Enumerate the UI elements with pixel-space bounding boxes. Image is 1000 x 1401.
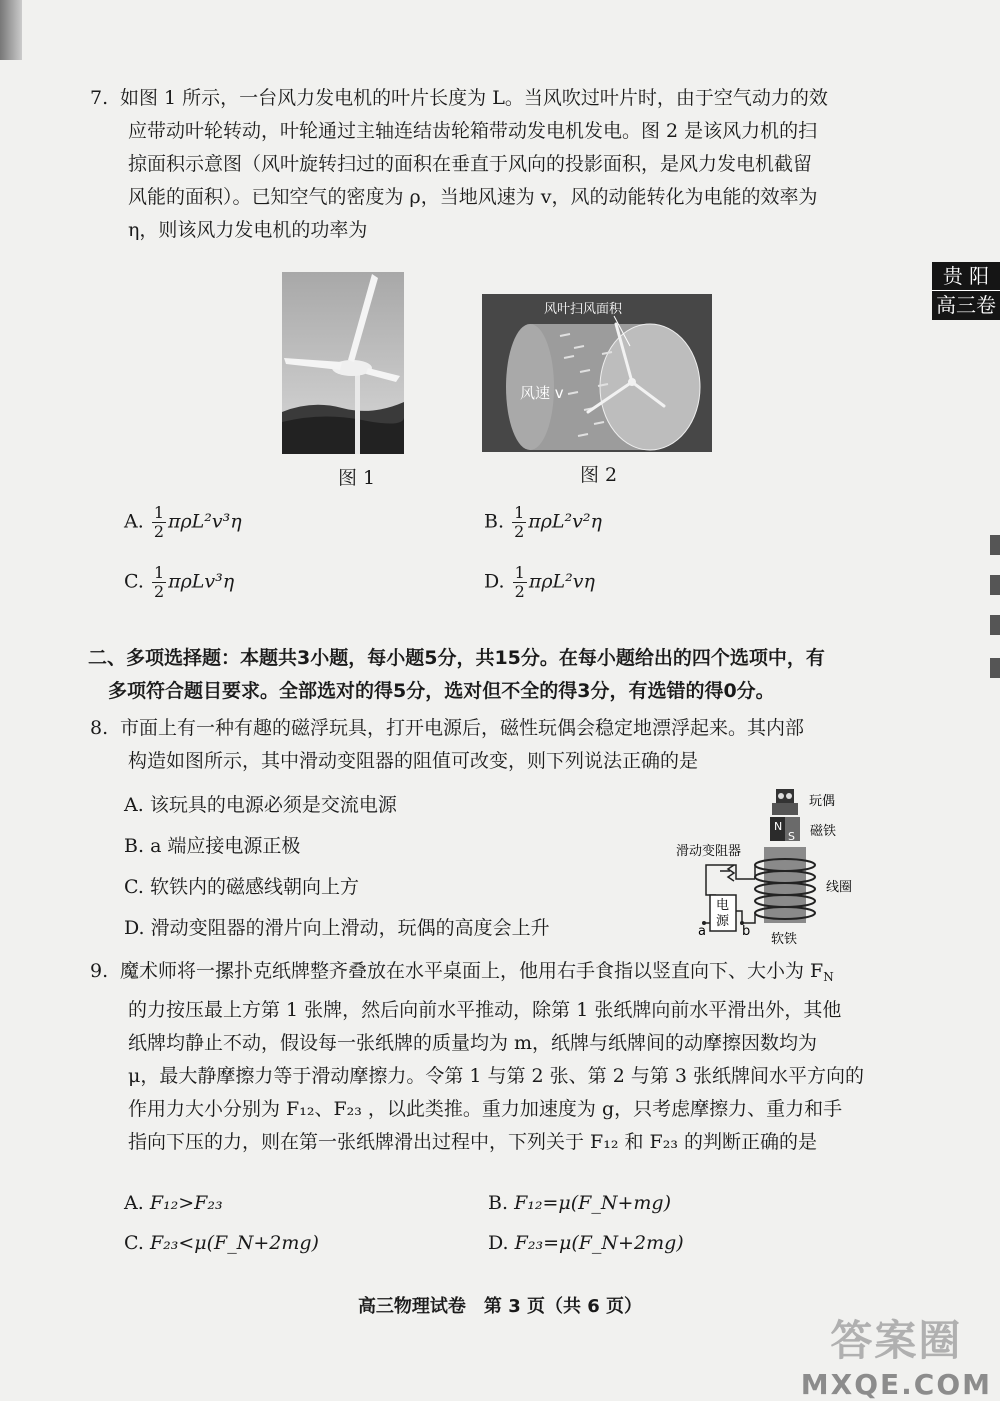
q9-line1: 魔术师将一摞扑克纸牌整齐叠放在水平桌面上，他用右手食指以竖直向下、大小为 F (120, 960, 824, 982)
fraction: $\frac{1}{2}$ (153, 563, 165, 601)
q9-line3: 纸牌均静止不动，假设每一张纸牌的质量均为 m，纸牌与纸牌间的动摩擦因数均为 (128, 1032, 818, 1054)
option-text: F₁₂>F₂₃ (149, 1192, 223, 1214)
side-tab (932, 262, 1000, 320)
question-number: 7. (90, 87, 109, 109)
q9-line4: μ，最大静摩擦力等于滑动摩擦力。令第 1 与第 2 张、第 2 与第 3 张纸牌间水平方向的 (128, 1065, 865, 1087)
option-label: D. (124, 917, 145, 939)
label-rheostat: 滑动变阻器 (676, 844, 742, 859)
q7-option-b[interactable] (484, 504, 602, 541)
figure-2-caption: 图 2 (580, 464, 618, 486)
power-label-2: 源 (716, 914, 730, 929)
magnet-s: S (788, 830, 795, 843)
section-2-line2: 多项符合题目要求。全部选对的得5分，选对但不全的得3分，有选错的得0分。 (108, 680, 775, 702)
option-text: a 端应接电源正极 (150, 835, 301, 857)
figure-2-swept-area (482, 294, 712, 452)
q9-line1-subscript: N (823, 970, 834, 984)
q7-line4: 风能的面积）。已知空气的密度为 ρ，当地风速为 v，风的动能转化为电能的效率为 (128, 186, 818, 208)
option-label: D. (484, 570, 505, 593)
q7-option-a[interactable] (124, 504, 242, 541)
q8-line1: 市面上有一种有趣的磁浮玩具，打开电源后，磁性玩偶会稳定地漂浮起来。其内部 (120, 717, 805, 739)
option-label: C. (124, 876, 144, 898)
q7-line1: 如图 1 所示，一台风力发电机的叶片长度为 L。当风吹过叶片时，由于空气动力的效 (120, 87, 828, 109)
q9-option-a[interactable] (124, 1188, 223, 1218)
watermark-url: MXQE.COM (800, 1368, 992, 1401)
option-text: F₂₃<μ(F_N+2mg) (149, 1232, 319, 1254)
question-number: 8. (90, 717, 109, 739)
q8-option-c[interactable] (124, 872, 359, 902)
watermark (801, 1308, 992, 1401)
edge-mark (990, 658, 1000, 678)
side-tab-line1: 贵 阳 (942, 264, 990, 288)
question-number: 9. (90, 960, 109, 982)
q9-line6: 指向下压的力，则在第一张纸牌滑出过程中，下列关于 F₁₂ 和 F₂₃ 的判断正确的是 (128, 1131, 817, 1153)
figure-2-speed-label: 风速 v (520, 384, 564, 402)
q9-line2: 的力按压最上方第 1 张牌，然后向前水平推动，除第 1 张纸牌向前水平滑出外，其他 (128, 999, 842, 1021)
option-label: C. (124, 570, 144, 593)
watermark-logo: 答案圈 (830, 1316, 963, 1365)
edge-mark (990, 535, 1000, 555)
question-8 (90, 712, 880, 778)
label-doll: 玩偶 (809, 794, 836, 809)
q8-line2: 构造如图所示，其中滑动变阻器的阻值可改变，则下列说法正确的是 (128, 750, 699, 772)
option-formula: πρL²v³η (168, 510, 242, 533)
option-label: B. (484, 510, 505, 533)
option-label: A. (124, 510, 144, 533)
figure-2-area-label: 风叶扫风面积 (544, 302, 623, 317)
edge-mark (990, 575, 1000, 595)
q7-line5: η，则该风力发电机的功率为 (128, 219, 368, 241)
fraction: $\frac{1}{2}$ (153, 503, 164, 541)
terminal-b: b (742, 924, 751, 939)
question-7 (90, 82, 880, 247)
q9-option-b[interactable] (488, 1188, 671, 1218)
option-text: 滑动变阻器的滑片向上滑动，玩偶的高度会上升 (150, 917, 550, 939)
option-text: 该玩具的电源必须是交流电源 (149, 794, 397, 816)
question-9 (90, 955, 880, 1159)
q8-option-d[interactable] (124, 913, 550, 943)
q8-option-b[interactable] (124, 831, 300, 861)
q7-option-c[interactable] (124, 564, 234, 601)
option-formula: πρLv³η (168, 570, 235, 593)
option-label: A. (124, 794, 144, 816)
fraction: $\frac{1}{2}$ (514, 563, 525, 601)
scan-corner (0, 0, 22, 60)
q7-line3: 掠面积示意图（风叶旋转扫过的面积在垂直于风向的投影面积，是风力发电机截留 (128, 153, 813, 175)
terminal-a: a (698, 924, 706, 939)
option-text: F₁₂=μ(F_N+mg) (514, 1192, 671, 1214)
q9-option-d[interactable] (488, 1228, 684, 1258)
option-label: A. (124, 1192, 144, 1214)
figure-1-wind-turbine (282, 272, 404, 454)
option-formula: πρL²v²η (528, 510, 602, 533)
section-2-header (88, 642, 878, 708)
q8-maglev-diagram (676, 785, 866, 945)
figure-1-caption: 图 1 (338, 467, 376, 489)
q7-line2: 应带动叶轮转动，叶轮通过主轴连结齿轮箱带动发电机发电。图 2 是该风力机的扫 (128, 120, 818, 142)
option-label: C. (124, 1232, 144, 1254)
doll-icon (772, 789, 798, 815)
q9-line5: 作用力大小分别为 F₁₂、F₂₃ ，以此类推。重力加速度为 g，只考虑摩擦力、重力和手 (128, 1098, 843, 1120)
page-footer: 高三物理试卷 第 3 页（共 6 页） (357, 1296, 643, 1317)
edge-mark (990, 615, 1000, 635)
label-coil: 线圈 (826, 880, 853, 895)
section-2-line1: 二、多项选择题：本题共3小题，每小题5分，共15分。在每小题给出的四个选项中，有 (88, 647, 825, 669)
q7-option-d[interactable] (484, 564, 595, 601)
label-soft-iron: 软铁 (771, 932, 798, 945)
fraction: $\frac{1}{2}$ (514, 503, 525, 541)
option-label: B. (488, 1192, 509, 1214)
option-label: B. (124, 835, 145, 857)
option-label: D. (488, 1232, 509, 1254)
q8-option-a[interactable] (124, 790, 397, 820)
option-text: F₂₃=μ(F_N+2mg) (514, 1232, 684, 1254)
side-tab-line2: 高三卷 (932, 290, 1000, 319)
option-text: 软铁内的磁感线朝向上方 (149, 876, 359, 898)
label-magnet: 磁铁 (810, 824, 837, 839)
option-formula: πρL²vη (528, 570, 595, 593)
magnet-n: N (774, 820, 783, 833)
q9-option-c[interactable] (124, 1228, 319, 1258)
power-label-1: 电 (716, 898, 730, 913)
